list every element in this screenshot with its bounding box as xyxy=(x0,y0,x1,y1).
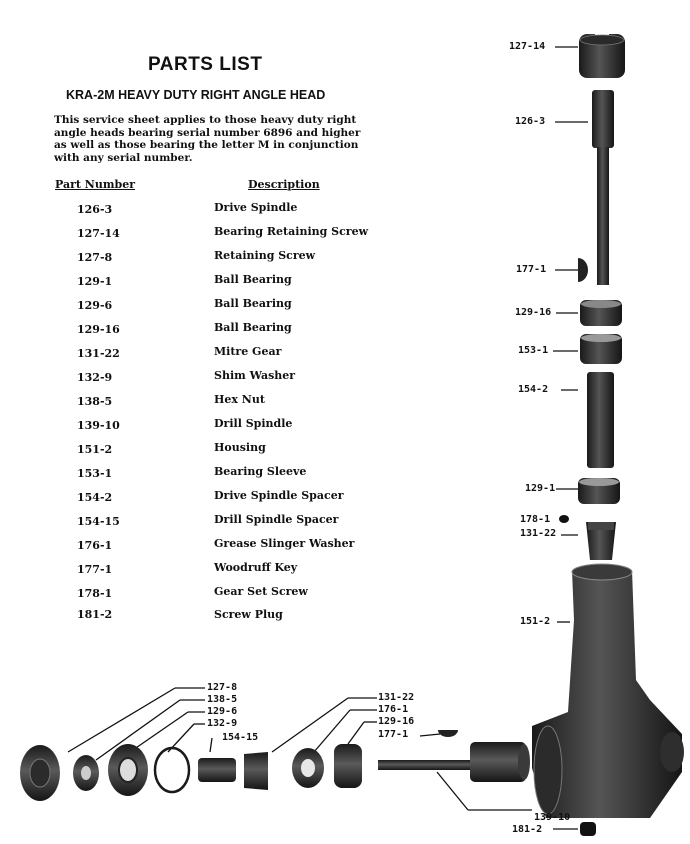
intro-line: as well as those bearing the letter M in conjunction xyxy=(54,139,359,151)
part-number-cell: 178-1 xyxy=(77,587,113,600)
part-number-cell: 129-1 xyxy=(77,275,113,288)
ball-bearing-129-6 xyxy=(108,744,148,796)
description-cell: Gear Set Screw xyxy=(214,585,308,598)
retaining-screw-127-14 xyxy=(579,30,625,78)
part-number-cell: 181-2 xyxy=(77,608,113,621)
label-151-2: 151-2 xyxy=(520,616,551,627)
mitre-gear-131-22 xyxy=(586,522,616,560)
description-cell: Grease Slinger Washer xyxy=(214,537,355,550)
screw-plug-181-2 xyxy=(580,822,596,836)
label-154-15: 154-15 xyxy=(222,732,259,743)
part-number-cell: 177-1 xyxy=(77,563,113,576)
housing-151-2 xyxy=(532,564,684,818)
page-subtitle: KRA-2M HEAVY DUTY RIGHT ANGLE HEAD xyxy=(66,88,326,102)
page-title: PARTS LIST xyxy=(148,54,263,75)
description-cell: Drill Spindle xyxy=(214,417,293,430)
description-cell: Drive Spindle Spacer xyxy=(214,489,344,502)
description-cell: Mitre Gear xyxy=(214,345,282,358)
label-129-16-lower: 129-16 xyxy=(378,716,415,727)
label-177-1-lower: 177-1 xyxy=(378,729,409,740)
gear-set-screw-178-1 xyxy=(559,515,569,523)
grease-slinger-washer-176-1 xyxy=(292,748,324,788)
part-number-cell: 132-9 xyxy=(77,371,113,384)
description-cell: Hex Nut xyxy=(214,393,265,406)
description-cell: Woodruff Key xyxy=(214,561,298,574)
label-154-2: 154-2 xyxy=(518,384,549,395)
description-cell: Drill Spindle Spacer xyxy=(214,513,339,526)
label-126-3: 126-3 xyxy=(515,116,546,127)
label-131-22-lower: 131-22 xyxy=(378,692,415,703)
description-cell: Drive Spindle xyxy=(214,201,298,214)
bearing-sleeve-153-1 xyxy=(580,334,622,364)
drive-spindle-126-3 xyxy=(592,90,614,285)
mitre-gear-131-22-lower xyxy=(244,752,268,790)
drive-spindle-spacer-154-2 xyxy=(587,372,614,468)
woodruff-key-177-1-lower xyxy=(438,730,458,737)
part-number-cell: 127-14 xyxy=(77,227,120,240)
description-cell: Ball Bearing xyxy=(214,321,292,334)
leader-lines xyxy=(68,47,588,829)
part-number-cell: 126-3 xyxy=(77,203,113,216)
part-number-cell: 139-10 xyxy=(77,419,120,432)
description-cell: Ball Bearing xyxy=(214,297,292,310)
label-177-1: 177-1 xyxy=(516,264,547,275)
column-header-description: Description xyxy=(248,178,320,191)
description-cell: Shim Washer xyxy=(214,369,296,382)
description-cell: Bearing Sleeve xyxy=(214,465,307,478)
label-129-6: 129-6 xyxy=(207,706,238,717)
intro-line: angle heads bearing serial number 6896 and higher xyxy=(54,126,361,139)
label-127-8: 127-8 xyxy=(207,682,238,693)
shim-washer-132-9 xyxy=(155,748,189,792)
part-number-cell: 127-8 xyxy=(77,251,113,264)
drill-spindle-139-10 xyxy=(378,742,530,782)
part-number-cell: 129-16 xyxy=(77,323,120,336)
retaining-screw-127-8 xyxy=(20,745,60,801)
part-number-cell: 154-15 xyxy=(77,515,120,528)
intro-line: with any serial number. xyxy=(54,151,193,164)
part-number-cell: 176-1 xyxy=(77,539,113,552)
part-number-cell: 151-2 xyxy=(77,443,113,456)
description-cell: Bearing Retaining Screw xyxy=(214,225,369,238)
label-129-16: 129-16 xyxy=(515,307,552,318)
label-139-10: 139-10 xyxy=(534,812,571,823)
part-number-cell: 154-2 xyxy=(77,491,113,504)
label-138-5: 138-5 xyxy=(207,694,238,705)
description-cell: Ball Bearing xyxy=(214,273,292,286)
ball-bearing-129-16 xyxy=(580,300,622,326)
ball-bearing-129-1 xyxy=(578,478,620,504)
label-132-9: 132-9 xyxy=(207,718,238,729)
description-cell: Screw Plug xyxy=(214,608,283,621)
label-127-14: 127-14 xyxy=(509,41,546,52)
description-cell: Housing xyxy=(214,441,266,454)
woodruff-key-177-1 xyxy=(578,258,588,282)
label-178-1: 178-1 xyxy=(520,514,551,525)
ball-bearing-129-16-lower xyxy=(334,744,362,788)
part-number-cell: 138-5 xyxy=(77,395,113,408)
column-header-part-number: Part Number xyxy=(55,178,135,191)
part-number-cell: 153-1 xyxy=(77,467,113,480)
label-129-1: 129-1 xyxy=(525,483,556,494)
hex-nut-138-5 xyxy=(73,755,99,791)
part-number-cell: 129-6 xyxy=(77,299,113,312)
label-131-22: 131-22 xyxy=(520,528,557,539)
intro-line: This service sheet applies to those heavy duty right xyxy=(54,114,357,126)
drill-spindle-spacer-154-15 xyxy=(198,758,236,782)
description-cell: Retaining Screw xyxy=(214,249,316,262)
part-number-cell: 131-22 xyxy=(77,347,120,360)
label-153-1: 153-1 xyxy=(518,345,549,356)
label-181-2: 181-2 xyxy=(512,824,543,835)
label-176-1: 176-1 xyxy=(378,704,409,715)
